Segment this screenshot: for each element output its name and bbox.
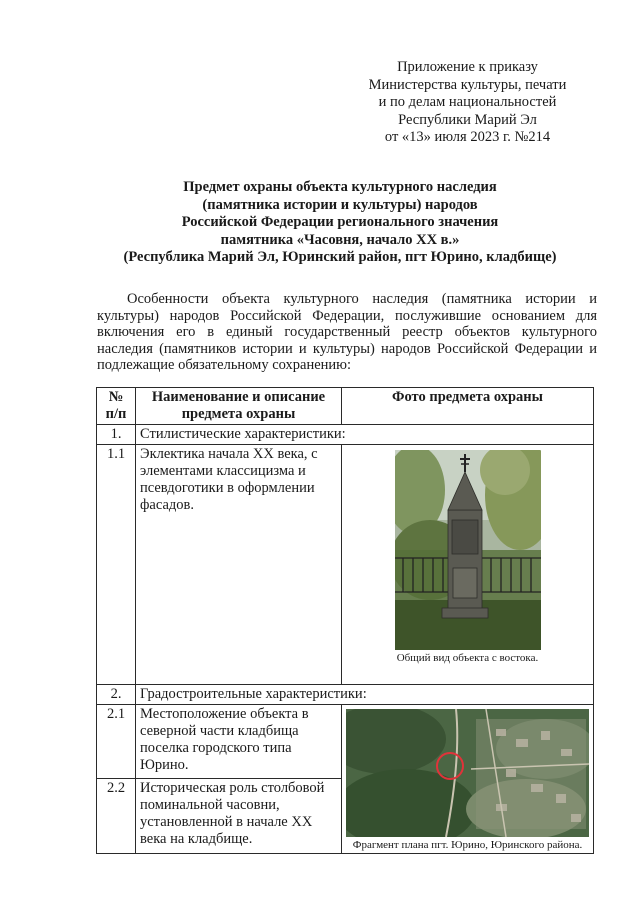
appendix-line: Республики Марий Эл <box>398 111 537 128</box>
appendix-line: и по делам национальностей <box>378 94 557 110</box>
title-line: Российской Федерации регионального значения <box>181 214 499 230</box>
intro-paragraph <box>97 291 597 374</box>
section-row <box>97 425 594 445</box>
chapel-photo <box>395 450 541 650</box>
title-line: (Республика Марий Эл, Юринский район, пгт Юрино, кладбище) <box>123 249 557 265</box>
document-title <box>70 179 610 267</box>
table-header-row <box>97 388 594 425</box>
title-line: памятника «Часовня, начало XX в.» <box>220 231 460 248</box>
intro-text: Особенности объекта культурного наследия (памятника истории и культуры) народов Российской Федерации, послужившие основанием для включения его в единый государственный реестр объектов культурного наследия (памятников истории и культуры) народов Российской Федерации и подлежащие обязательному сохранению: <box>97 291 597 373</box>
map-cell <box>342 705 594 854</box>
section-label: Стилистические характеристики: <box>136 425 594 445</box>
appendix-header <box>360 59 575 147</box>
row-text: Местоположение объекта в северной части кладбища поселка городского типа Юрино. <box>136 705 342 779</box>
protection-table <box>96 387 594 854</box>
appendix-line: от «13» июля 2023 г. №214 <box>384 129 551 145</box>
row-num: 1.1 <box>97 445 136 685</box>
section-num: 1. <box>97 425 136 445</box>
appendix-line: Министерства культуры, печати <box>368 76 567 93</box>
header-name: Наименование и описание предмета охраны <box>136 388 342 425</box>
table-row <box>97 705 594 779</box>
section-row <box>97 685 594 705</box>
section-num: 2. <box>97 685 136 705</box>
row-text: Историческая роль столбовой поминальной часовни, установленной в начале XX века на кладбище. <box>136 778 342 853</box>
title-line: (памятника истории и культуры) народов <box>202 196 478 213</box>
table-row <box>97 445 594 685</box>
appendix-line: Приложение к приказу <box>397 59 538 75</box>
map-image <box>346 709 589 837</box>
chapel-photo-graphic <box>395 450 541 650</box>
row-text: Эклектика начала XX века, с элементами классицизма и псевдоготики в оформлении фасадов. <box>136 445 342 685</box>
header-photo: Фото предмета охраны <box>342 388 594 425</box>
title-line: Предмет охраны объекта культурного наследия <box>183 179 497 195</box>
map-graphic <box>346 709 589 837</box>
header-num: № п/п <box>97 388 136 425</box>
photo-cell <box>342 445 594 685</box>
map-caption: Фрагмент плана пгт. Юрино, Юринского района. <box>352 839 583 851</box>
row-num: 2.2 <box>97 778 136 853</box>
photo-caption: Общий вид объекта с востока. <box>396 652 539 664</box>
row-num: 2.1 <box>97 705 136 779</box>
section-label: Градостроительные характеристики: <box>136 685 594 705</box>
